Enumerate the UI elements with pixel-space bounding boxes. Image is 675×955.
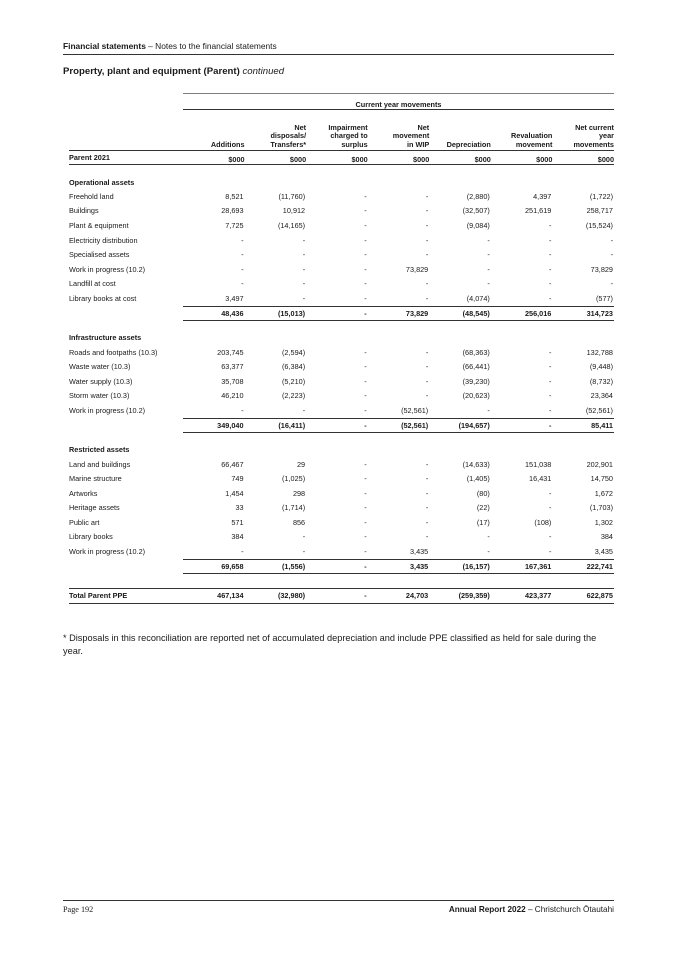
cell-value: - — [548, 376, 552, 386]
row-label: Buildings — [69, 206, 99, 216]
table-row — [69, 233, 614, 248]
unit-label: $000 — [552, 151, 614, 165]
cell-value: 7,725 — [225, 220, 244, 230]
cell-value: 1,454 — [225, 488, 244, 498]
cell-value: - — [364, 206, 367, 216]
subtotal-value: (16,157) — [429, 559, 491, 573]
cell-value: - — [302, 532, 306, 542]
subtotal-value: (194,657) — [429, 418, 491, 432]
cell-value: - — [241, 250, 244, 260]
column-header-line: Revaluation — [511, 131, 553, 140]
section-heading-row — [69, 165, 614, 190]
cell-value: - — [302, 405, 306, 415]
cell-value: - — [425, 503, 429, 513]
cell-value: (6,384) — [282, 362, 306, 372]
cell-value: - — [487, 532, 490, 542]
section-heading-row — [69, 432, 614, 457]
subtotal-spacer — [69, 559, 183, 573]
cell-value: - — [425, 488, 429, 498]
cell-value: - — [425, 459, 429, 469]
cell-value: - — [425, 376, 429, 386]
cell-value: - — [302, 235, 306, 245]
section-title: Restricted assets — [69, 445, 130, 455]
subtotal-value: 85,411 — [552, 418, 614, 432]
section-title: Operational assets — [69, 177, 135, 187]
cell-value: - — [364, 293, 367, 303]
cell-value: - — [364, 250, 367, 260]
cell-value: - — [548, 532, 552, 542]
cell-value: (2,223) — [282, 391, 306, 401]
cell-value: (52,561) — [401, 405, 429, 415]
row-label: Work in progress (10.2) — [69, 264, 146, 274]
cell-value: 3,497 — [225, 293, 244, 303]
cell-value: (108) — [534, 517, 552, 527]
column-header-line: Impairment — [328, 122, 368, 132]
table-row — [69, 374, 614, 389]
cell-value: - — [364, 264, 367, 274]
section-heading-row — [69, 320, 614, 345]
subtotal-value: - — [306, 559, 368, 573]
unit-label: $000 — [368, 151, 430, 165]
cell-value: - — [548, 235, 552, 245]
cell-value: (2,880) — [466, 191, 490, 201]
column-header-line: Net current — [575, 122, 614, 132]
table-row — [69, 345, 614, 360]
cell-value: 66,467 — [221, 459, 244, 469]
column-header-line: charged to — [330, 131, 368, 140]
table-row — [69, 247, 614, 262]
subtotal-spacer — [69, 418, 183, 432]
cell-value: - — [548, 279, 552, 289]
subtotal-value: (48,545) — [429, 306, 491, 320]
cell-value: - — [364, 459, 367, 469]
cell-value: - — [487, 279, 490, 289]
subtotal-value: 222,741 — [552, 559, 614, 573]
subtotal-value: 256,016 — [491, 306, 553, 320]
cell-value: (9,084) — [466, 220, 490, 230]
column-header-line: movement — [392, 131, 430, 140]
subtotal-value: - — [306, 418, 368, 432]
cell-value: - — [302, 293, 306, 303]
column-header — [183, 110, 245, 151]
cell-value: 16,431 — [529, 474, 552, 484]
footnote: * Disposals in this reconciliation are reported net of accumulated depreciation and include PPE classified as held for sale during the year. — [63, 633, 597, 656]
cell-value: 856 — [292, 517, 306, 527]
row-label: Marine structure — [69, 474, 122, 484]
cell-value: - — [425, 532, 429, 542]
column-header-line: year — [598, 131, 614, 140]
spacer-cell — [69, 573, 614, 588]
cell-value: 571 — [231, 517, 244, 527]
table-row — [69, 189, 614, 204]
row-label: Heritage assets — [69, 503, 120, 513]
cell-value: - — [364, 405, 367, 415]
row-label: Land and buildings — [69, 459, 131, 469]
row-label: Electricity distribution — [69, 235, 138, 245]
cell-value: 28,693 — [221, 206, 244, 216]
subtotal-value: 73,829 — [368, 306, 430, 320]
cell-value: 132,788 — [586, 347, 613, 357]
subtotal-spacer — [69, 306, 183, 320]
cell-value: (11,760) — [278, 191, 306, 201]
cell-value: - — [425, 235, 429, 245]
cell-value: 23,364 — [590, 391, 613, 401]
header-section: Financial statements — [63, 41, 146, 51]
cell-value: - — [425, 191, 429, 201]
subtotal-value: 69,658 — [183, 559, 245, 573]
cell-value: - — [364, 532, 367, 542]
cell-value: 151,038 — [524, 459, 552, 469]
subtotal-value: - — [306, 306, 368, 320]
cell-value: - — [610, 235, 613, 245]
cell-value: - — [364, 488, 367, 498]
section-title: Infrastructure assets — [69, 333, 142, 343]
cell-value: - — [364, 279, 367, 289]
cell-value: - — [425, 206, 429, 216]
table-row — [69, 218, 614, 233]
cell-value: - — [610, 279, 613, 289]
subtotal-value: 3,435 — [368, 559, 430, 573]
cell-value: - — [548, 250, 552, 260]
ppe-table — [69, 93, 614, 604]
table-row — [69, 262, 614, 277]
subtotal-value: (1,556) — [245, 559, 307, 573]
table-row — [69, 530, 614, 545]
grand-total-value: - — [306, 588, 368, 603]
cell-value: - — [487, 547, 490, 557]
title-main: Property, plant and equipment (Parent) — [63, 66, 240, 77]
cell-value: 46,210 — [221, 391, 244, 401]
cell-value: 63,377 — [221, 362, 244, 372]
row-label: Waste water (10.3) — [69, 362, 131, 372]
subtotal-value: (15,013) — [245, 306, 307, 320]
cell-value: 202,901 — [586, 459, 613, 469]
column-header — [306, 110, 368, 151]
column-header — [429, 110, 491, 151]
table-row — [69, 457, 614, 472]
column-header — [368, 110, 430, 151]
column-header-line: Depreciation — [446, 139, 491, 149]
row-header: Parent 2021 — [69, 151, 183, 165]
cell-value: - — [425, 250, 429, 260]
cell-value: - — [425, 347, 429, 357]
cell-value: (68,363) — [462, 347, 490, 357]
cell-value: (39,230) — [462, 376, 490, 386]
table-row — [69, 359, 614, 374]
column-header — [245, 110, 307, 151]
column-header-line: Net — [417, 122, 430, 132]
cell-value: 3,435 — [409, 547, 429, 557]
cell-value: - — [302, 279, 306, 289]
grand-total-value: 622,875 — [552, 588, 614, 603]
row-label: Plant & equipment — [69, 220, 129, 230]
cell-value: - — [241, 405, 244, 415]
page-title — [63, 66, 284, 77]
cell-value: 14,750 — [590, 474, 613, 484]
column-header-line: disposals/ — [270, 131, 307, 140]
column-header-line — [429, 124, 491, 133]
cell-value: 1,672 — [594, 488, 613, 498]
column-header-line: Transfers* — [270, 139, 307, 149]
cell-value: (32,507) — [462, 206, 490, 216]
cell-value: - — [548, 488, 552, 498]
cell-value: - — [487, 235, 490, 245]
cell-value: (5,210) — [282, 376, 306, 386]
cell-value: (1,405) — [466, 474, 490, 484]
spacer-row — [69, 573, 614, 588]
cell-value: - — [241, 279, 244, 289]
cell-value: (22) — [476, 503, 490, 513]
cell-value: - — [425, 362, 429, 372]
cell-value: - — [302, 547, 306, 557]
cell-value: - — [548, 347, 552, 357]
row-label: Library books — [69, 532, 113, 542]
cell-value: (15,524) — [585, 220, 613, 230]
title-suffix: continued — [242, 66, 285, 77]
table-row — [69, 471, 614, 486]
report-title: Annual Report 2022 — [448, 905, 526, 914]
page-number: Page 192 — [63, 905, 94, 914]
cell-value: - — [364, 503, 367, 513]
grand-total-label: Total Parent PPE — [69, 588, 183, 603]
cell-value: - — [548, 220, 552, 230]
column-header — [552, 110, 614, 151]
cell-value: 1,302 — [594, 517, 613, 527]
cell-value: - — [364, 191, 367, 201]
cell-value: - — [548, 293, 552, 303]
cell-value: 33 — [235, 503, 244, 513]
cell-value: - — [364, 376, 367, 386]
cell-value: 10,912 — [282, 206, 306, 216]
cell-value: (8,732) — [589, 376, 613, 386]
cell-value: - — [487, 250, 490, 260]
cell-value: (4,074) — [466, 293, 490, 303]
subtotal-value: (16,411) — [245, 418, 307, 432]
subtotal-value: 314,723 — [552, 306, 614, 320]
row-label: Library books at cost — [69, 294, 137, 304]
subtotal-value: 349,040 — [183, 418, 245, 432]
table-row — [69, 501, 614, 516]
grand-total-value: (259,359) — [429, 588, 491, 603]
cell-value: (1,714) — [282, 503, 306, 513]
subtotal-value: 167,361 — [491, 559, 553, 573]
column-header-line — [183, 124, 245, 133]
cell-value: 749 — [231, 474, 244, 484]
subtotal-value: 48,436 — [183, 306, 245, 320]
cell-value: 73,829 — [405, 264, 429, 274]
row-label: Water supply (10.3) — [69, 376, 133, 386]
cell-value: (14,633) — [462, 459, 490, 469]
cell-value: 73,829 — [590, 264, 613, 274]
cell-value: 203,745 — [217, 347, 244, 357]
cell-value: (577) — [595, 293, 613, 303]
cell-value: - — [425, 293, 429, 303]
cell-value: - — [364, 347, 367, 357]
cell-value: - — [425, 220, 429, 230]
running-header — [63, 41, 614, 55]
cell-value: - — [548, 503, 552, 513]
cell-value: - — [425, 279, 429, 289]
row-label: Work in progress (10.2) — [69, 547, 146, 557]
column-header-line: surplus — [341, 139, 368, 149]
subtotal-value: (52,561) — [368, 418, 430, 432]
cell-value: - — [364, 391, 367, 401]
table-row — [69, 277, 614, 292]
table-row — [69, 486, 614, 501]
grand-total-value: 467,134 — [183, 588, 245, 603]
cell-value: 384 — [600, 532, 613, 542]
column-header-line: Net — [294, 122, 307, 132]
table-row — [69, 544, 614, 559]
row-label: Roads and footpaths (10.3) — [69, 347, 158, 357]
unit-label: $000 — [491, 151, 553, 165]
table-row — [69, 204, 614, 219]
cell-value: - — [302, 264, 306, 274]
cell-value: - — [548, 264, 552, 274]
grand-total-value: (32,980) — [245, 588, 307, 603]
cell-value: (1,703) — [589, 503, 613, 513]
subtotal-row — [69, 418, 614, 432]
cell-value: 8,521 — [225, 191, 244, 201]
cell-value: (66,441) — [462, 362, 490, 372]
column-header-line: movement — [515, 139, 553, 149]
table-row — [69, 403, 614, 418]
row-label: Artworks — [69, 488, 98, 498]
cell-value: - — [364, 235, 367, 245]
page-footer — [63, 900, 614, 914]
cell-value: - — [425, 517, 429, 527]
cell-value: - — [302, 250, 306, 260]
cell-value: 29 — [297, 459, 306, 469]
row-label: Specialised assets — [69, 250, 130, 260]
subtotal-value: - — [491, 418, 553, 432]
cell-value: - — [425, 391, 429, 401]
table-row — [69, 389, 614, 404]
cell-value: (52,561) — [585, 405, 613, 415]
cell-value: - — [364, 362, 367, 372]
cell-value: - — [487, 264, 490, 274]
cell-value: - — [241, 547, 244, 557]
table-row — [69, 515, 614, 530]
cell-value: - — [364, 517, 367, 527]
cell-value: 384 — [231, 532, 244, 542]
unit-label: $000 — [306, 151, 368, 165]
cell-value: - — [364, 547, 367, 557]
grand-total-row — [69, 588, 614, 603]
cell-value: - — [364, 474, 367, 484]
cell-value: - — [548, 405, 552, 415]
cell-value: 258,717 — [586, 206, 613, 216]
column-header-line: in WIP — [406, 139, 430, 149]
group-header: Current year movements — [183, 94, 614, 110]
column-header-line: movements — [573, 139, 614, 149]
cell-value: - — [610, 250, 613, 260]
row-label: Landfill at cost — [69, 279, 116, 289]
row-label: Public art — [69, 517, 100, 527]
report-name — [449, 905, 614, 914]
cell-value: - — [364, 220, 367, 230]
cell-value: (1,025) — [282, 474, 306, 484]
cell-value: 251,619 — [524, 206, 552, 216]
cell-value: (2,594) — [282, 347, 306, 357]
unit-label: $000 — [183, 151, 245, 165]
cell-value: - — [241, 264, 244, 274]
cell-value: - — [548, 547, 552, 557]
cell-value: (17) — [476, 517, 490, 527]
cell-value: (20,623) — [462, 391, 490, 401]
cell-value: (14,165) — [277, 220, 306, 230]
grand-total-value: 24,703 — [368, 588, 430, 603]
unit-label: $000 — [429, 151, 491, 165]
cell-value: 35,708 — [221, 376, 244, 386]
cell-value: 298 — [292, 488, 306, 498]
column-header-line: Additions — [210, 139, 245, 149]
cell-value: - — [487, 405, 490, 415]
cell-value: - — [241, 235, 244, 245]
header-subsection: – Notes to the financial statements — [145, 41, 277, 51]
row-label: Work in progress (10.2) — [69, 406, 146, 416]
cell-value: (80) — [476, 488, 490, 498]
cell-value: - — [425, 474, 429, 484]
cell-value: (1,722) — [589, 191, 613, 201]
column-header — [491, 110, 553, 151]
cell-value: - — [548, 362, 552, 372]
report-subtitle: – Christchurch Ōtautahi — [525, 905, 614, 914]
row-label: Storm water (10.3) — [69, 391, 130, 401]
grand-total-value: 423,377 — [491, 588, 553, 603]
subtotal-row — [69, 559, 614, 573]
row-label: Freehold land — [69, 191, 114, 201]
cell-value: 3,435 — [594, 547, 613, 557]
subtotal-row — [69, 306, 614, 320]
cell-value: 4,397 — [533, 191, 552, 201]
unit-label: $000 — [245, 151, 307, 165]
table-row — [69, 291, 614, 306]
cell-value: - — [548, 391, 552, 401]
cell-value: (9,448) — [589, 362, 613, 372]
